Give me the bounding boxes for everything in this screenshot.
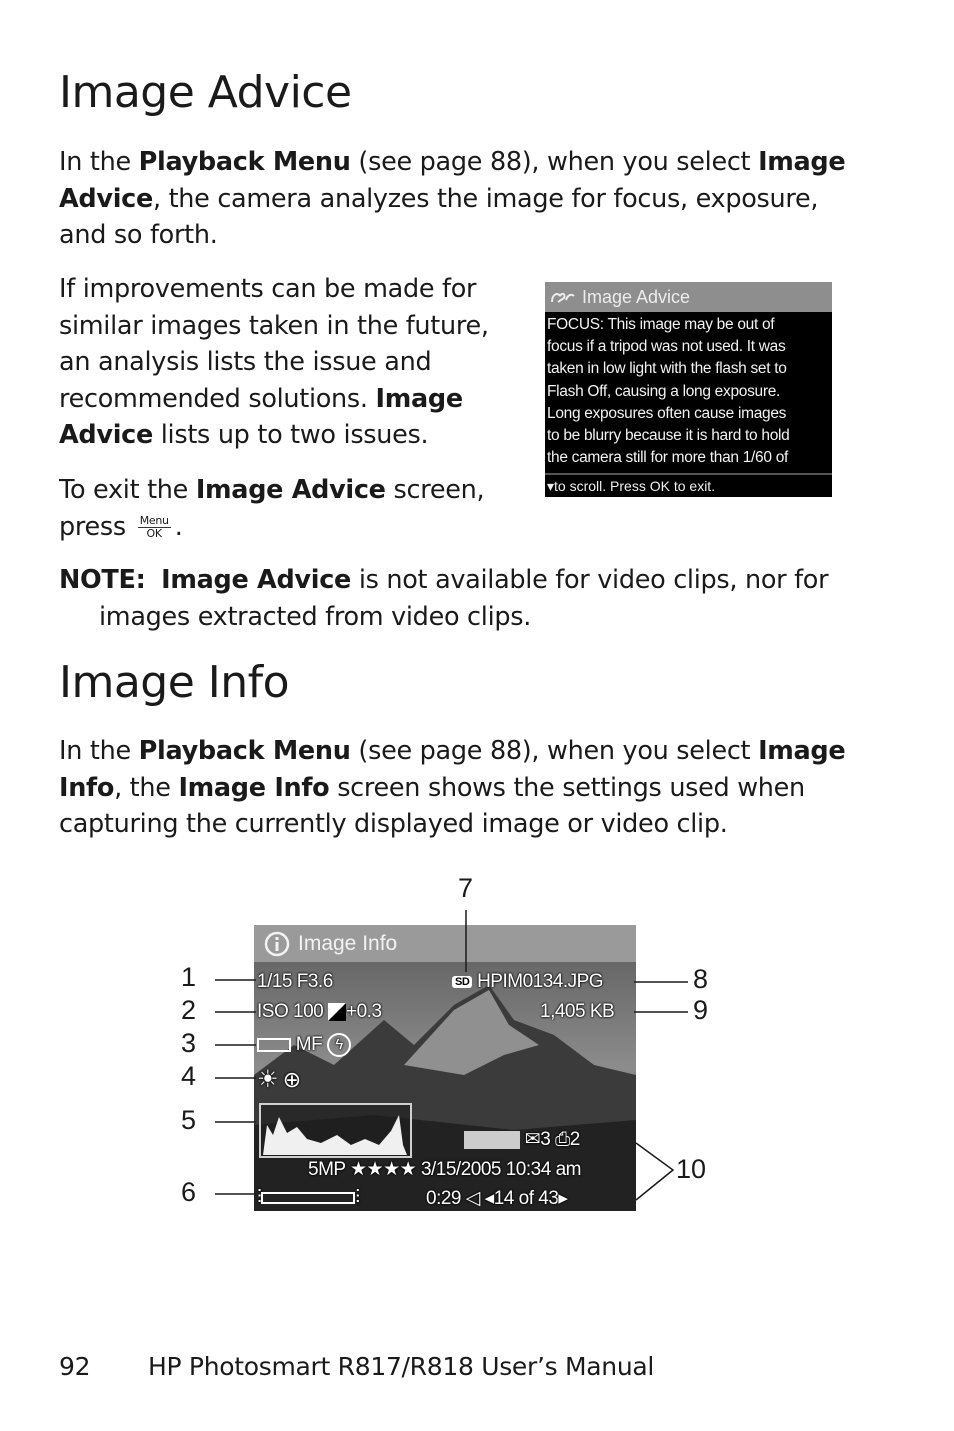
email-icon: ✉ xyxy=(524,1129,541,1150)
callout-5: 5 xyxy=(181,1105,197,1135)
sd-card-icon: SD xyxy=(452,976,472,988)
previous-arrow-icon: ◂ xyxy=(484,1188,494,1209)
advice-line: taken in low light with the flash set to xyxy=(547,360,787,378)
callout-10: 10 xyxy=(676,1154,707,1184)
callout-6: 6 xyxy=(181,1177,197,1207)
print-icon: ⎙ xyxy=(555,1129,570,1150)
callout-9: 9 xyxy=(693,995,709,1025)
audio-icon: ◁ xyxy=(465,1188,480,1209)
info-screen-title: Image Info xyxy=(298,931,398,955)
shutter-aperture-readout: 1/15 F3.6 xyxy=(257,971,333,992)
page-number: 92 xyxy=(59,1352,91,1381)
advice-line: Flash Off, causing a long exposure. xyxy=(547,382,781,400)
spot-metering-icon: ⊕ xyxy=(282,1067,301,1092)
note-label: NOTE: xyxy=(59,565,146,595)
advice-intro-paragraph: In the Playback Menu (see page 88), when you select Image Advice, the camera analyzes the image for focus, exposure, and so forth. xyxy=(59,147,846,250)
quality-stars: ★★★★ xyxy=(350,1159,417,1180)
manual-focus-readout: MF xyxy=(295,1034,323,1056)
advice-exit-paragraph: To exit the Image Advice screen, press Menu OK . xyxy=(59,475,485,542)
sun-white-balance-icon: ☀ xyxy=(257,1066,279,1093)
battery-level-icon: ⫶ ⫶ xyxy=(257,1187,360,1208)
advice-line: focus if a tripod was not used. It was xyxy=(547,338,786,356)
advice-footer-text: to scroll. Press OK to exit. xyxy=(554,478,716,494)
datetime-readout: 3/15/2005 10:34 am xyxy=(420,1159,581,1180)
advice-line: FOCUS: This image may be out of xyxy=(547,316,775,333)
scroll-down-arrow-icon: ▾ xyxy=(547,478,555,494)
flash-off-icon: ϟ xyxy=(327,1033,351,1057)
image-info-heading: Image Info xyxy=(59,657,290,708)
print-count: 2 xyxy=(569,1129,580,1150)
callout-2: 2 xyxy=(181,995,197,1025)
image-position-readout: 14 of 43 xyxy=(493,1188,559,1209)
note-paragraph: NOTE: Image Advice is not available for video clips, nor for images extracted from video clips. xyxy=(59,565,829,632)
ev-readout: +0.3 xyxy=(346,1001,382,1022)
advice-line: Long exposures often cause images xyxy=(547,404,787,422)
callout-8: 8 xyxy=(693,964,709,994)
info-intro-paragraph: In the Playback Menu (see page 88), when you select Image Info, the Image Info screen shows the settings used when capturing the currently displayed image or video clip. xyxy=(59,736,846,839)
callout-1: 1 xyxy=(181,962,197,992)
email-count: 3 xyxy=(540,1129,551,1150)
menu-ok-button-icon: Menu OK xyxy=(139,514,169,540)
next-arrow-icon: ▸ xyxy=(558,1188,568,1209)
video-duration-readout: 0:29 xyxy=(426,1188,461,1209)
manual-title: HP Photosmart R817/R818 User’s Manual xyxy=(148,1352,655,1381)
resolution-readout: 5MP xyxy=(308,1159,346,1180)
filesize-readout: 1,405 KB xyxy=(540,1001,615,1022)
advice-line: to be blurry because it is hard to hold xyxy=(547,427,790,445)
filename-readout: HPIM0134.JPG xyxy=(477,971,604,992)
advice-improvements-paragraph: If improvements can be made for similar images taken in the future, an analysis lists the issue and recommended solutions. Image Advice lists up to two issues. xyxy=(59,274,489,450)
callout-4: 4 xyxy=(181,1061,197,1091)
callout-7: 7 xyxy=(458,873,474,903)
iso-readout: ISO 100 xyxy=(257,1001,324,1022)
image-advice-heading: Image Advice xyxy=(59,67,352,118)
advice-line: the camera still for more than 1/60 of xyxy=(547,449,789,467)
callout-3: 3 xyxy=(181,1028,197,1058)
advice-screen-title: Image Advice xyxy=(582,287,691,307)
